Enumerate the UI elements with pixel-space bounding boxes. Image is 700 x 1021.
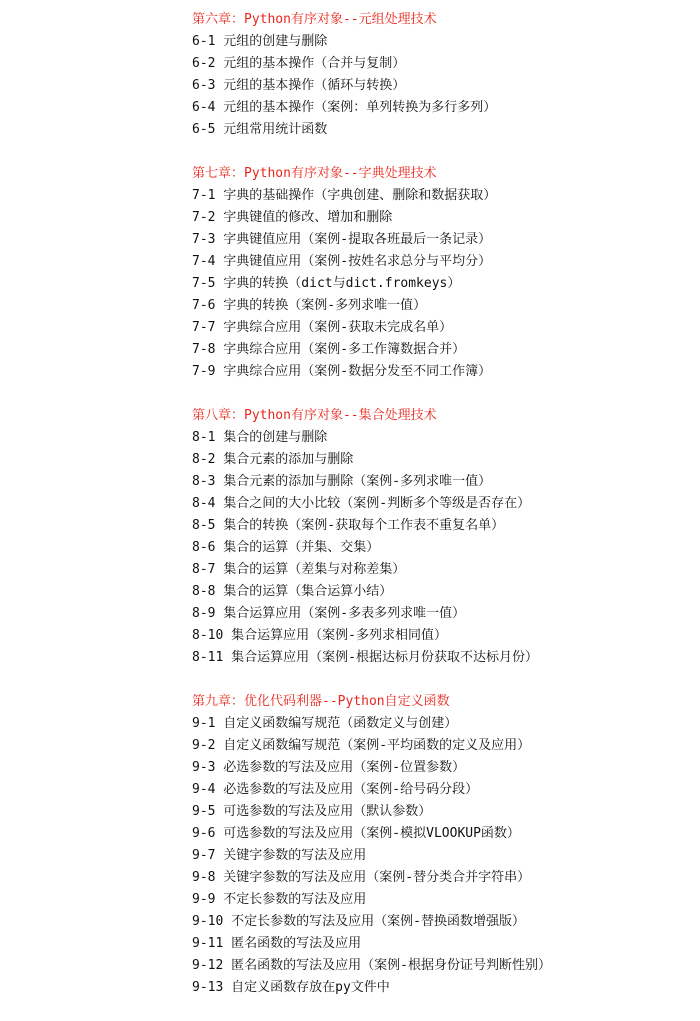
lesson-item: 6-4 元组的基本操作（案例：单列转换为多行多列） [192, 100, 497, 115]
lesson-item: 8-6 集合的运算（并集、交集） [192, 540, 380, 555]
lesson-item: 9-1 自定义函数编写规范（函数定义与创建） [192, 716, 458, 731]
chapter-6 [192, 9, 692, 141]
lesson-item: 9-8 关键字参数的写法及应用（案例-替分类合并字符串） [192, 870, 531, 885]
lesson-item: 7-4 字典键值应用（案例-按姓名求总分与平均分） [192, 254, 492, 269]
lesson-item: 6-5 元组常用统计函数 [192, 122, 328, 137]
lesson-item: 6-2 元组的基本操作（合并与复制） [192, 56, 406, 71]
lesson-item: 8-2 集合元素的添加与删除 [192, 452, 354, 467]
lesson-item: 9-7 关键字参数的写法及应用 [192, 848, 367, 863]
lesson-item: 9-10 不定长参数的写法及应用（案例-替换函数增强版） [192, 914, 525, 929]
lesson-item: 6-1 元组的创建与删除 [192, 34, 328, 49]
chapter-title: 第八章：Python有序对象--集合处理技术 [192, 408, 437, 423]
lesson-item: 9-12 匿名函数的写法及应用（案例-根据身份证号判断性别） [192, 958, 551, 973]
chapter-8 [192, 405, 692, 669]
lesson-item: 8-3 集合元素的添加与删除（案例-多列求唯一值） [192, 474, 492, 489]
chapter-title: 第九章：优化代码利器--Python自定义函数 [192, 694, 450, 709]
lesson-item: 9-6 可选参数的写法及应用（案例-模拟VLOOKUP函数） [192, 826, 520, 841]
lesson-item: 8-1 集合的创建与删除 [192, 430, 328, 445]
lesson-item: 7-8 字典综合应用（案例-多工作簿数据合并） [192, 342, 466, 357]
chapter-9 [192, 691, 692, 999]
lesson-item: 8-11 集合运算应用（案例-根据达标月份获取不达标月份） [192, 650, 538, 665]
lesson-item: 7-5 字典的转换（dict与dict.fromkeys） [192, 276, 461, 291]
lesson-item: 9-11 匿名函数的写法及应用 [192, 936, 362, 951]
lesson-item: 9-4 必选参数的写法及应用（案例-给号码分段） [192, 782, 479, 797]
lesson-item: 7-2 字典键值的修改、增加和删除 [192, 210, 393, 225]
lesson-item: 8-10 集合运算应用（案例-多列求相同值） [192, 628, 447, 643]
lesson-item: 7-3 字典键值应用（案例-提取各班最后一条记录） [192, 232, 492, 247]
chapter-title: 第六章：Python有序对象--元组处理技术 [192, 12, 437, 27]
lesson-item: 7-6 字典的转换（案例-多列求唯一值） [192, 298, 427, 313]
course-outline [192, 9, 692, 1021]
chapter-title: 第七章：Python有序对象--字典处理技术 [192, 166, 437, 181]
lesson-item: 8-9 集合运算应用（案例-多表多列求唯一值） [192, 606, 466, 621]
lesson-item: 7-9 字典综合应用（案例-数据分发至不同工作簿） [192, 364, 492, 379]
lesson-item: 8-8 集合的运算（集合运算小结） [192, 584, 393, 599]
lesson-item: 8-5 集合的转换（案例-获取每个工作表不重复名单） [192, 518, 505, 533]
lesson-item: 7-7 字典综合应用（案例-获取未完成名单） [192, 320, 453, 335]
chapter-7 [192, 163, 692, 383]
lesson-item: 9-3 必选参数的写法及应用（案例-位置参数） [192, 760, 466, 775]
lesson-item: 8-4 集合之间的大小比较（案例-判断多个等级是否存在） [192, 496, 531, 511]
lesson-item: 9-5 可选参数的写法及应用（默认参数） [192, 804, 432, 819]
lesson-item: 8-7 集合的运算（差集与对称差集） [192, 562, 406, 577]
lesson-item: 7-1 字典的基础操作（字典创建、删除和数据获取） [192, 188, 497, 203]
lesson-item: 9-13 自定义函数存放在py文件中 [192, 980, 390, 995]
lesson-item: 9-2 自定义函数编写规范（案例-平均函数的定义及应用） [192, 738, 531, 753]
lesson-item: 6-3 元组的基本操作（循环与转换） [192, 78, 406, 93]
lesson-item: 9-9 不定长参数的写法及应用 [192, 892, 367, 907]
